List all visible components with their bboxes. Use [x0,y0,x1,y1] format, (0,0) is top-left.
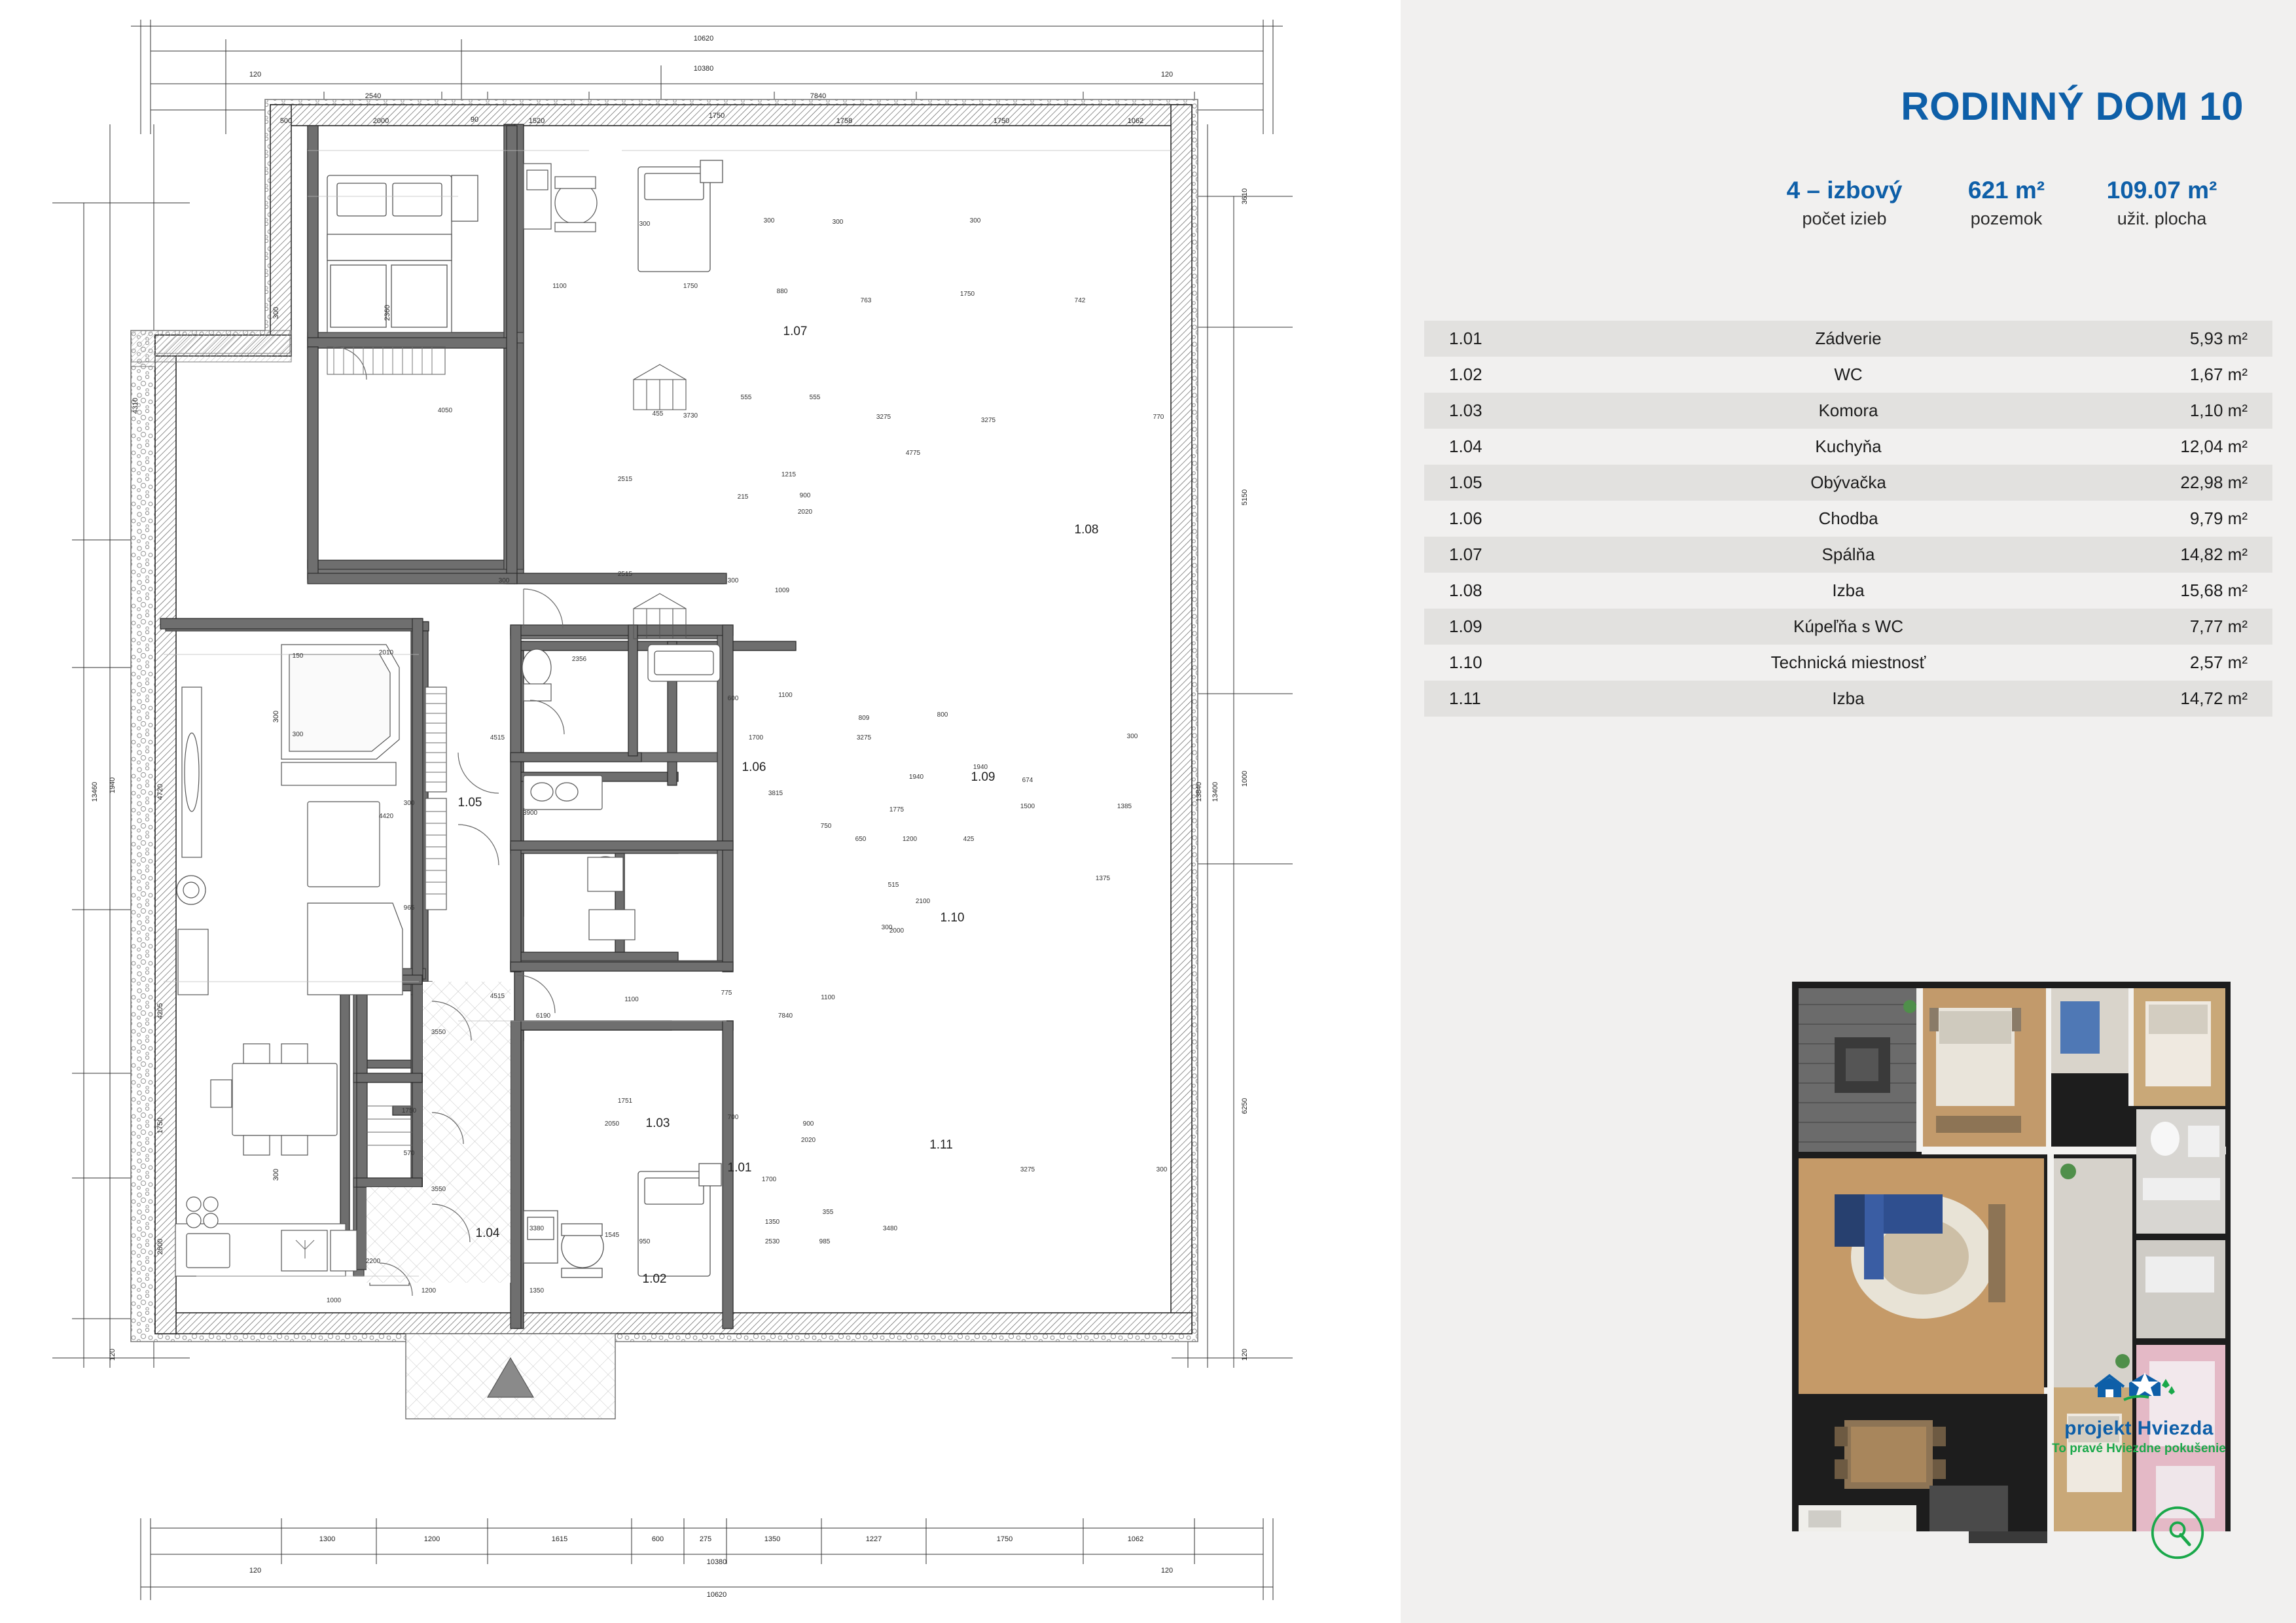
table-row [1424,645,2272,681]
stat-land-label: pozemok [1970,209,2043,229]
dimension-text: 4420 [378,813,394,820]
dimension-text: 1520 [528,117,545,125]
dimension-text: 2200 [365,1258,381,1265]
dimension-text: 4050 [437,407,453,414]
room-code: 1.04 [1449,437,1482,456]
dimension-text: 4205 [156,1003,164,1020]
dimension-text: 2540 [365,92,382,100]
dimension-text: 1350 [764,1535,781,1543]
info-panel [1401,0,2296,1623]
dimension-text: 2515 [617,476,633,483]
stat-area-value: 109.07 m² [2106,177,2217,204]
room-name: Kúpeľňa s WC [1793,616,1903,636]
room-code: 1.03 [1449,401,1482,420]
dimension-text: 3900 [522,810,538,817]
room-label-1-08: 1.08 [1074,523,1099,537]
dimension-text: 300 [292,731,304,738]
dimension-text: 3610 [1241,188,1249,205]
room-area: 9,79 m² [2189,508,2248,528]
dimension-text: 13400 [1211,781,1219,802]
dimension-text: 13460 [91,781,99,802]
dimension-text: 120 [249,71,262,79]
dimension-text: 900 [799,492,811,499]
dimension-text: 742 [1074,297,1086,304]
room-name: Spálňa [1821,544,1875,564]
dimension-text: 763 [860,297,872,304]
dimension-text: 2000 [889,927,905,935]
dimension-text: 120 [1160,71,1174,79]
dimension-text: 215 [737,493,749,501]
dimension-text: 1200 [423,1535,440,1543]
room-area: 14,82 m² [2180,544,2248,564]
room-code: 1.06 [1449,508,1482,528]
dimension-text: 300 [763,217,775,224]
dimension-text: 1100 [552,283,567,290]
dimension-text: 1350 [529,1287,545,1294]
dimension-text: 600 [727,695,739,702]
dimension-text: 900 [802,1120,814,1128]
dimension-text: 570 [403,1150,415,1157]
dimension-text: 120 [249,1567,262,1575]
dimension-text: 4515 [490,993,505,1000]
summary-stats [1401,175,2244,232]
dimension-text: 800 [937,711,948,719]
table-row [1424,609,2272,645]
logo-tagline: To pravé Hviezdne pokušenie [2052,1442,2226,1455]
dimension-text: 1940 [973,764,988,771]
dimension-text: 2600 [156,1238,164,1255]
dimension-text: 1009 [774,587,790,594]
room-name: Chodba [1818,508,1878,528]
dimension-text: 1227 [865,1535,882,1543]
table-row [1424,573,2272,609]
room-name: WC [1834,365,1863,384]
dimension-text: 300 [403,800,415,807]
dimension-text: 300 [498,577,510,584]
dimension-text: 3730 [683,412,698,419]
dimension-text: 4515 [490,734,505,741]
table-row [1424,681,2272,717]
dimension-text: 1062 [1127,117,1144,125]
dimension-text: 3275 [876,414,891,421]
dimension-text: 2000 [372,117,389,125]
room-name: Obývačka [1810,473,1886,492]
room-code: 1.01 [1449,329,1482,348]
room-label-1-04: 1.04 [475,1226,500,1240]
table-row [1424,429,2272,465]
dimension-text: 950 [639,1238,651,1245]
dimension-text: 1100 [778,692,793,699]
dimension-text: 5150 [1241,489,1249,506]
dimension-text: 3550 [431,1186,446,1193]
dimension-text: 300 [1126,733,1138,740]
dimension-text: 1751 [617,1097,633,1105]
dimension-text: 1750 [401,1107,417,1115]
overhang-hatch [131,330,291,362]
dimension-text: 3275 [980,417,996,424]
dimension-text: 300 [272,306,280,319]
dimension-text: 10380 [706,1558,727,1566]
dimension-text: 2050 [604,1120,620,1128]
room-name: Technická miestnosť [1770,652,1926,672]
dimension-text: 4775 [905,450,921,457]
dimension-text: 425 [963,836,975,843]
dimension-text: 1545 [604,1232,620,1239]
dimension-text: 1200 [902,836,918,843]
dimension-text: 300 [832,219,844,226]
dimension-text: 300 [1156,1166,1168,1173]
dimension-text: 674 [1022,777,1033,784]
room-label-1-06: 1.06 [742,760,766,774]
dimension-text: 10380 [693,65,714,73]
dimension-text: 7840 [778,1012,793,1020]
dimension-text: 7840 [810,92,827,100]
dimension-text: 1062 [1127,1535,1144,1543]
room-area: 22,98 m² [2180,473,2248,492]
dimension-text: 1750 [996,1535,1013,1543]
dimension-text: 1750 [683,283,698,290]
room-code: 1.02 [1449,365,1482,384]
dimension-text: 10620 [706,1591,727,1599]
dimension-text: 2020 [800,1137,816,1144]
dimension-text: 985 [819,1238,831,1245]
render-svg [1772,969,2257,1544]
room-area: 1,10 m² [2189,401,2248,420]
dimension-text: 300 [639,221,651,228]
dimension-text: 3380 [529,1225,545,1232]
dimension-text: 1100 [624,996,639,1003]
room-label-1-03: 1.03 [645,1116,670,1130]
dimension-text: 150 [292,652,304,660]
dimension-text: 120 [1241,1348,1249,1361]
room-schedule-table [1424,321,2272,717]
dimension-text: 455 [652,410,664,418]
dimension-text: 775 [721,990,732,997]
room-area: 1,67 m² [2189,365,2248,384]
dimension-text: 10620 [693,35,714,43]
room-code: 1.05 [1449,473,1482,492]
dimension-text: 275 [699,1535,712,1543]
room-label-1-07: 1.07 [783,325,808,338]
dimension-text: 1200 [421,1287,437,1294]
dimension-text: 3550 [431,1029,446,1036]
table-row [1424,357,2272,393]
dimension-text: 750 [820,823,832,830]
room-area: 7,77 m² [2189,616,2248,636]
dimension-text: 1700 [761,1176,777,1183]
dimension-text: 3480 [882,1225,898,1232]
dimension-text: 120 [1160,1567,1174,1575]
stat-land [1933,175,2080,232]
dimension-text: 809 [858,715,870,722]
dimension-text: 2010 [378,649,394,656]
dimension-text: 770 [1153,414,1164,421]
room-label-1-01: 1.01 [727,1161,752,1175]
dimension-text: 6190 [535,1012,551,1020]
logo-mark-icon [2090,1368,2188,1410]
room-code: 1.07 [1449,544,1482,564]
room-name: Zádverie [1815,329,1882,348]
entry-tiles [367,1187,423,1283]
room-area: 15,68 m² [2180,580,2248,600]
logo-name: projekt Hviezda [2064,1418,2214,1439]
room-code: 1.08 [1449,580,1482,600]
dimension-text: 515 [888,882,899,889]
table-row [1424,465,2272,501]
room-name: Komora [1818,401,1878,420]
dimension-text: 880 [776,288,788,295]
dimension-text: 13840 [1195,781,1203,802]
dimension-text: 90 [470,116,479,124]
dimension-lines-bottom [141,1518,1273,1600]
room-name: Izba [1832,688,1865,708]
room-label-1-11: 1.11 [929,1138,953,1152]
dimension-text: 300 [969,217,981,224]
dimension-text: 3275 [1020,1166,1035,1173]
dimension-text: 650 [855,836,867,843]
room-code: 1.09 [1449,616,1482,636]
dimension-text: 1500 [1020,803,1035,810]
dimension-text: 120 [109,1348,117,1361]
dimension-text: 1750 [993,117,1010,125]
table-row [1424,537,2272,573]
room-code: 1.10 [1449,652,1482,672]
dimension-text: 300 [881,924,893,931]
dimension-text: 1100 [821,994,835,1001]
compass-icon [2149,1505,2206,1561]
dimension-text: 3275 [856,734,872,741]
floor-plan-3d-render [1772,969,2257,1544]
dimension-text: 1300 [319,1535,336,1543]
room-area: 2,57 m² [2189,652,2248,672]
dimension-text: 2515 [617,571,633,578]
dimension-text: 700 [727,1114,739,1121]
dimension-text: 1385 [1117,803,1132,810]
dimension-text: 1940 [109,777,117,794]
dimension-text: 2356 [571,656,587,663]
dimension-text: 2530 [764,1238,780,1245]
dimension-text: 1000 [1241,770,1249,787]
dimension-text: 555 [740,394,752,401]
room-name: Izba [1832,580,1865,600]
dimension-text: 1750 [960,291,975,298]
furniture-bed-108 [638,160,723,272]
table-row [1424,501,2272,537]
room-label-1-09: 1.09 [971,770,996,784]
stat-rooms-label: počet izieb [1802,209,1887,229]
dimension-text: 355 [822,1209,834,1216]
dimension-text: 600 [651,1535,664,1543]
dimension-text: 500 [279,117,293,125]
dimension-text: 2360 [384,304,391,321]
dimension-text: 555 [809,394,821,401]
table-row [1424,321,2272,357]
dimension-text: 1750 [708,112,725,120]
dimension-text: 1758 [836,117,853,125]
stat-land-value: 621 m² [1967,177,2045,204]
dimension-text: 1940 [908,774,924,781]
room-name: Kuchyňa [1815,437,1882,456]
room-label-1-05: 1.05 [457,796,482,810]
dimension-text: 4720 [156,783,164,800]
table-row [1424,393,2272,429]
dimension-text: 2020 [797,508,813,516]
dimension-text: 2100 [915,898,931,905]
dimension-text: 1215 [781,471,797,478]
stat-rooms-value: 4 – izbový [1786,177,1903,204]
dimension-text: 1350 [764,1219,780,1226]
dimension-text: 1615 [551,1535,568,1543]
dimension-text: 300 [272,710,280,723]
room-area: 14,72 m² [2180,688,2248,708]
dimension-text: 965 [403,904,415,912]
dimension-text: 1775 [889,806,905,813]
room-area: 12,04 m² [2180,437,2248,456]
room-label-1-10: 1.10 [940,911,965,925]
dimension-text: 1375 [1095,875,1111,882]
room-area: 5,93 m² [2189,329,2248,348]
room-label-1-02: 1.02 [642,1272,667,1286]
stat-area [2080,175,2244,232]
dimension-text: 300 [272,1168,280,1181]
dimension-text: 300 [727,577,739,584]
dimension-text: 3815 [768,790,783,797]
brand-logo [2028,1368,2250,1456]
stat-rooms [1756,175,1933,232]
room-code: 1.11 [1449,688,1481,708]
dimension-text: 6250 [1241,1097,1249,1115]
dimension-text: 4310 [132,397,139,414]
dimension-text: 1700 [748,734,764,741]
stat-area-label: užit. plocha [2117,209,2207,229]
dimension-text: 1000 [326,1297,342,1304]
dimension-text: 1750 [156,1117,164,1134]
page-title: RODINNÝ DOM 10 [1901,84,2244,128]
